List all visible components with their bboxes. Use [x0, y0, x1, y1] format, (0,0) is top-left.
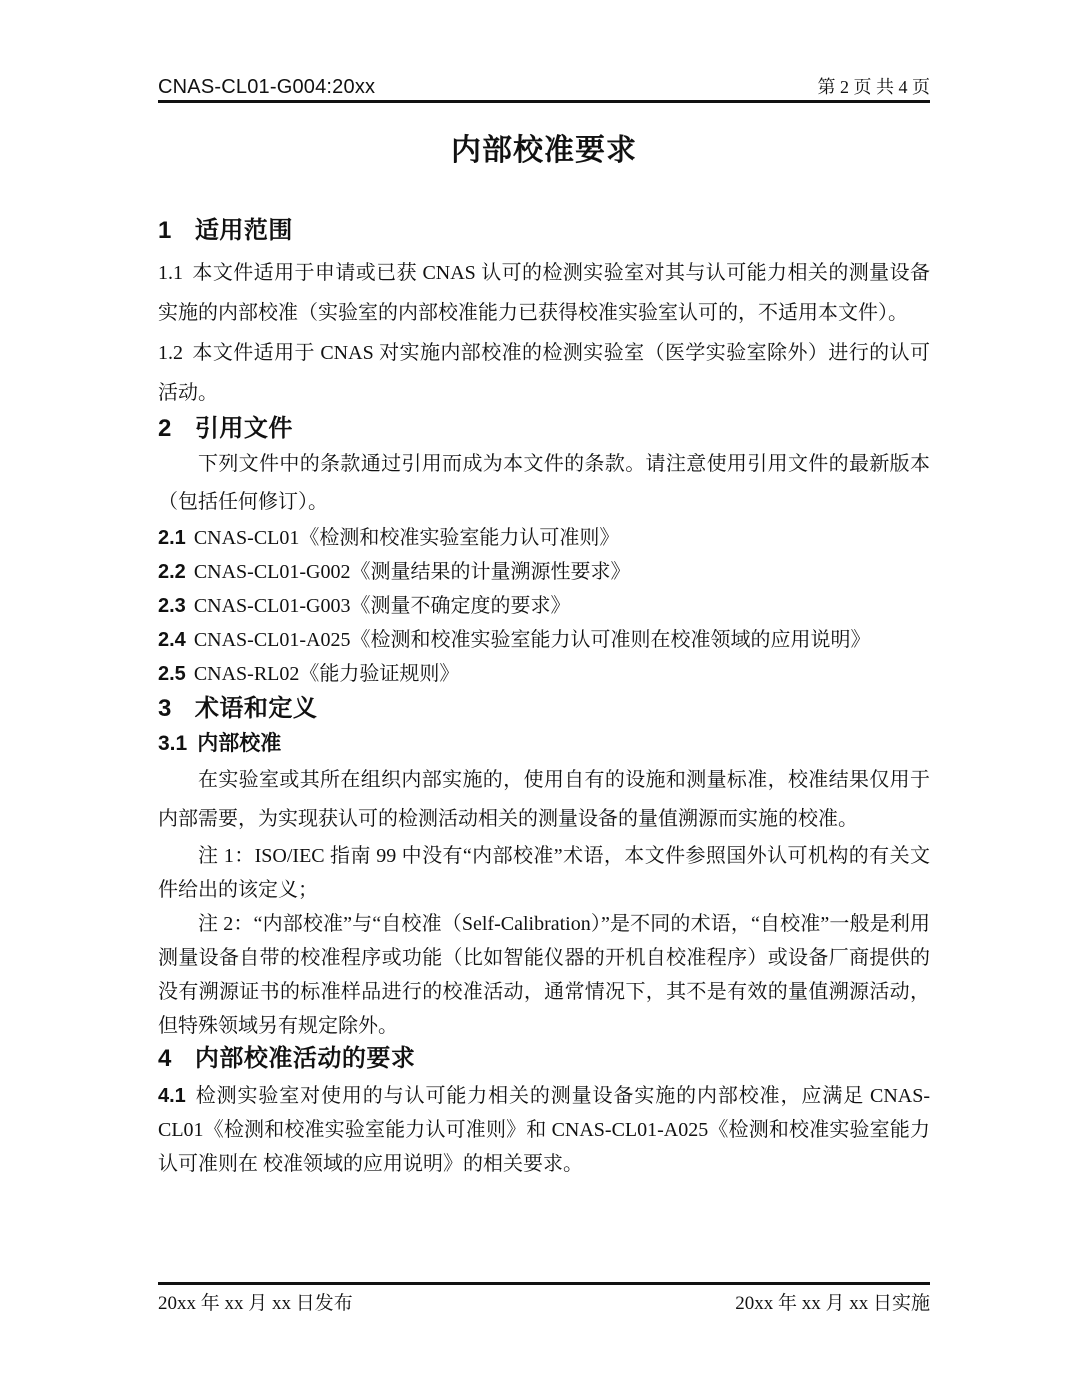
section-4-heading [158, 1043, 930, 1075]
definition-paragraph: 在实验室或其所在组织内部实施的，使用自有的设施和测量标准，校准结果仅用于内部需要，为实现获认可的检测活动相关的测量设备的量值溯源而实施的校准。 [158, 769, 930, 830]
reference-text-2-3: CNAS-CL01-G003《测量不确定度的要求》 [193, 595, 571, 617]
reference-item-2-1 [158, 521, 930, 555]
reference-label-2-3: 2.3 [158, 595, 186, 617]
note-1-paragraph: 注 1：ISO/IEC 指南 99 中没有“内部校准”术语，本文件参照国外认可机构的有关文件给出的该定义； [158, 845, 930, 901]
page-number: 第 2 页 共 4 页 [817, 77, 930, 97]
page-header [158, 0, 930, 103]
clause-label-1-2: 1.2 [158, 342, 183, 364]
paragraph-1-1 [158, 253, 930, 333]
section-3-title: 术语和定义 [194, 695, 318, 722]
paragraph-1-2 [158, 333, 930, 413]
clause-label-1-1: 1.1 [158, 262, 183, 284]
reference-item-2-2 [158, 555, 930, 589]
section-3-number: 3 [158, 695, 172, 722]
reference-text-2-1: CNAS-CL01《检测和校准实验室能力认可准则》 [193, 527, 620, 549]
section-4-number: 4 [158, 1045, 172, 1072]
subsection-3-1-title: 内部校准 [197, 732, 282, 755]
page-footer [158, 1282, 930, 1316]
reference-text-2-5: CNAS-RL02《能力验证规则》 [193, 663, 460, 685]
section-3-heading [158, 693, 930, 725]
content-column [158, 0, 930, 1181]
reference-text-2-4: CNAS-CL01-A025《检测和校准实验室能力认可准则在校准领域的应用说明》 [193, 629, 871, 651]
note-2-paragraph: 注 2：“内部校准”与“自校准（Self-Calibration）”是不同的术语，“自校准”一般是利用测量设备自带的校准程序或功能（比如智能仪器的开机自校准程序）或设备厂商提供的没有溯源证书的标准样品进行的校准活动，通常情况下，其不是有效的量值溯源活动，但特殊领域另有规定除外。 [158, 913, 930, 1037]
section-1-heading [158, 215, 930, 247]
paragraph-4-1 [158, 1079, 930, 1181]
reference-label-2-5: 2.5 [158, 663, 186, 685]
clause-text-1-2: 本文件适用于 CNAS 对实施内部校准的检测实验室（医学实验室除外）进行的认可活动。 [158, 342, 930, 404]
section-2-intro: 下列文件中的条款通过引用而成为本文件的条款。请注意使用引用文件的最新版本（包括任何修订）。 [158, 453, 930, 513]
section-1-number: 1 [158, 217, 172, 244]
reference-item-2-4 [158, 623, 930, 657]
clause-text-1-1: 本文件适用于申请或已获 CNAS 认可的检测实验室对其与认可能力相关的测量设备实施的内部校准（实验室的内部校准能力已获得校准实验室认可的，不适用本文件）。 [158, 262, 930, 324]
footer-implementation-date: 20xx 年 xx 月 xx 日实施 [735, 1293, 930, 1314]
clause-label-4-1: 4.1 [158, 1085, 186, 1107]
footer-release-date: 20xx 年 xx 月 xx 日发布 [158, 1293, 353, 1314]
reference-item-2-3 [158, 589, 930, 623]
section-1-title: 适用范围 [194, 217, 293, 244]
reference-label-2-1: 2.1 [158, 527, 186, 549]
reference-item-2-5 [158, 657, 930, 691]
reference-text-2-2: CNAS-CL01-G002《测量结果的计量溯源性要求》 [193, 561, 631, 583]
reference-label-2-2: 2.2 [158, 561, 186, 583]
document-title: 内部校准要求 [451, 134, 637, 167]
reference-label-2-4: 2.4 [158, 629, 186, 651]
subsection-3-1-heading [158, 731, 930, 757]
section-2-title: 引用文件 [194, 415, 293, 442]
subsection-3-1-number: 3.1 [158, 732, 188, 755]
clause-text-4-1: 检测实验室对使用的与认可能力相关的测量设备实施的内部校准，应满足 CNAS-CL01《检测和校准实验室能力认可准则》和 CNAS-CL01-A025《检测和校准实验室能力认可准则在 校准领域的应用说明》的相关要求。 [158, 1085, 930, 1175]
section-2-number: 2 [158, 415, 172, 442]
section-2-heading [158, 413, 930, 445]
document-code: CNAS-CL01-G004:20xx [158, 76, 376, 98]
section-4-title: 内部校准活动的要求 [194, 1045, 416, 1072]
